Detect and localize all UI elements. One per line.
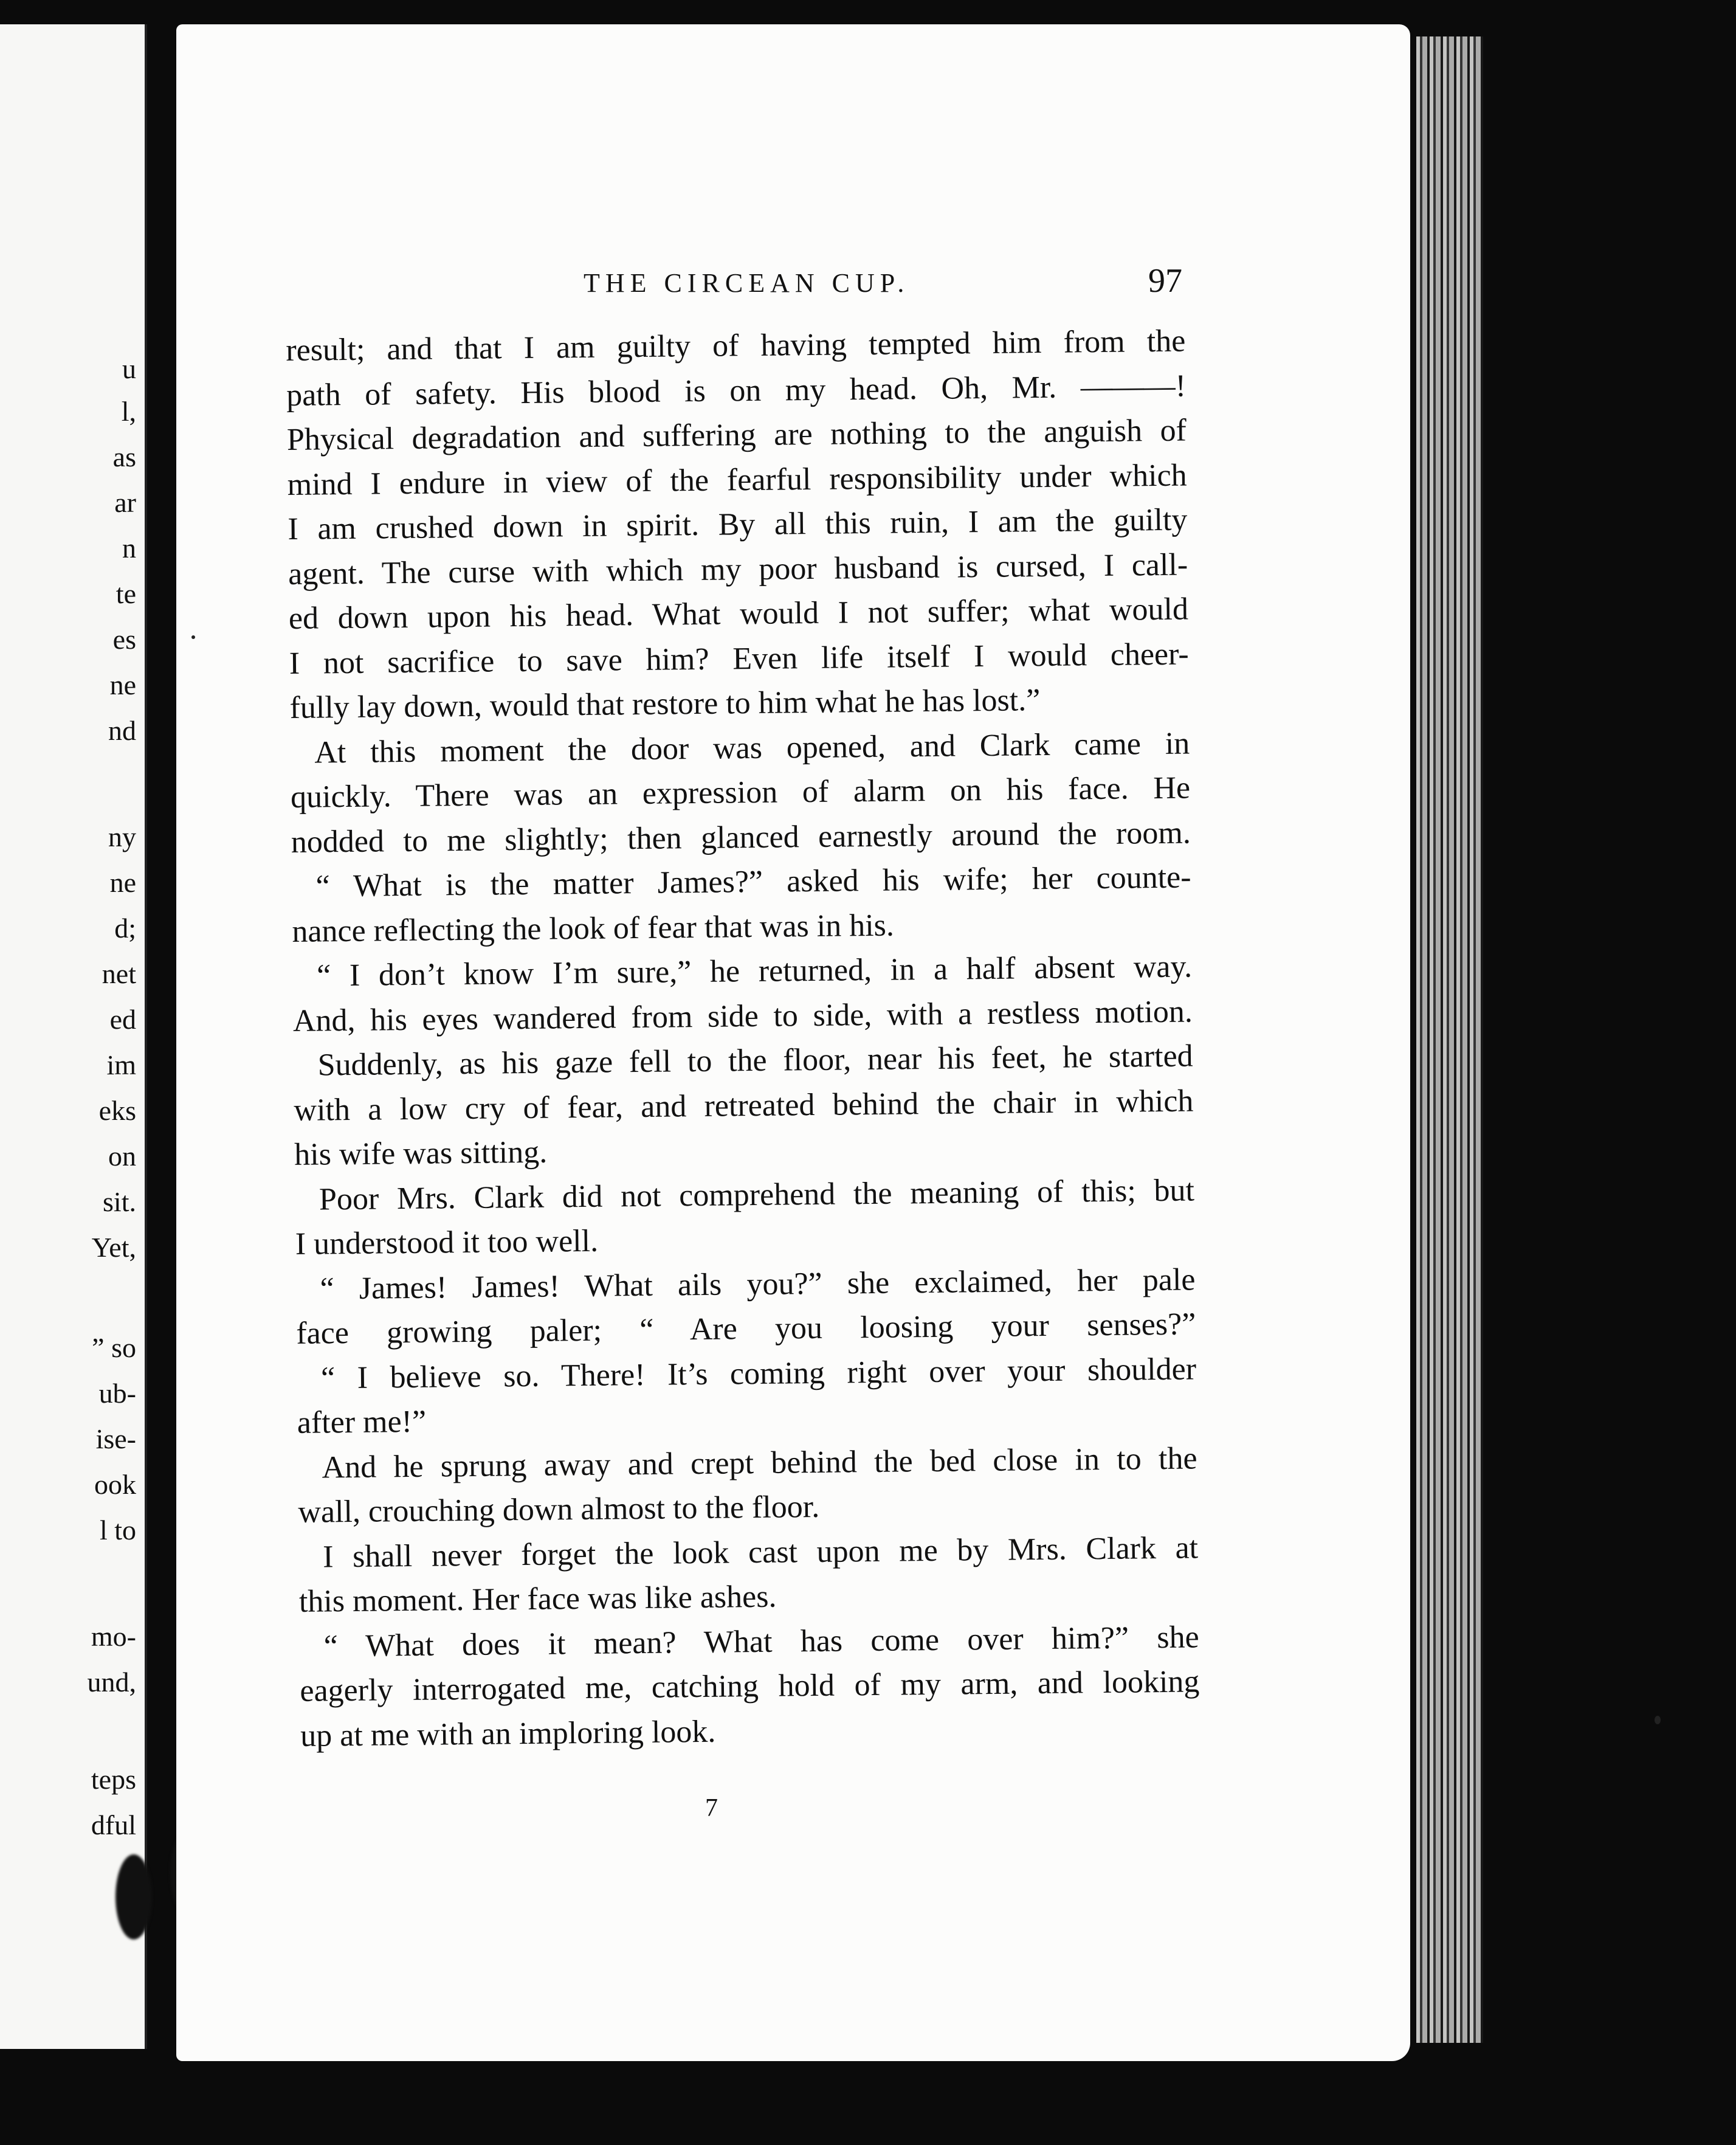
text-line: up at me with an imploring look. bbox=[300, 1714, 716, 1753]
left-page-fragment-line: net bbox=[102, 958, 136, 989]
text-line: nodded to me slightly; then glanced earnestly around the room. bbox=[291, 815, 1191, 860]
text-line: face growing paler; “ Are you loosing your senses?” bbox=[296, 1307, 1196, 1351]
left-page-fragment-line: dful bbox=[91, 1809, 136, 1840]
text-line: And, his eyes wandered from side to side, with a restless motion. bbox=[292, 993, 1193, 1038]
text-line: agent. The curse with which my poor husband is cursed, I call- bbox=[288, 547, 1188, 592]
text-line: “ What is the matter James?” asked his wife; her counte- bbox=[315, 860, 1191, 904]
left-page-fragment-line: sit. bbox=[103, 1186, 136, 1217]
left-page-fragment-line: ne bbox=[109, 669, 136, 700]
left-page-fragment-line: es bbox=[112, 624, 136, 655]
text-line: mind I endure in view of the fearful responsibility under which bbox=[287, 457, 1187, 502]
left-page-fragment-line: l to bbox=[99, 1515, 136, 1546]
left-page-fragment-line: ar bbox=[114, 487, 136, 518]
left-page-fragment-line: im bbox=[106, 1049, 136, 1080]
left-page-fragment-line: as bbox=[112, 441, 136, 472]
text-line: after me!” bbox=[297, 1404, 427, 1440]
left-page-fragment-line: u bbox=[122, 353, 136, 384]
left-page-fragment bbox=[0, 24, 147, 2049]
text-line: I understood it too well. bbox=[295, 1223, 599, 1262]
page-number: 97 bbox=[1148, 262, 1182, 300]
text-line: Physical degradation and suffering are nothing to the anguish of bbox=[286, 413, 1187, 457]
text-line: I not sacrifice to save him? Even life itself I would cheer- bbox=[289, 636, 1189, 681]
text-line: wall, crouching down almost to the floor. bbox=[298, 1489, 820, 1530]
text-line: I am crushed down in spirit. By all this ruin, I am the guilty bbox=[288, 502, 1188, 547]
text-line: Suddenly, as his gaze fell to the floor, near his feet, he started bbox=[317, 1038, 1193, 1083]
left-page-fragment-line: und, bbox=[87, 1667, 136, 1698]
left-page-fragment-line: ed bbox=[109, 1004, 136, 1035]
left-page-fragment-line: n bbox=[122, 533, 136, 564]
text-line: “ What does it mean? What has come over him?” she bbox=[323, 1619, 1199, 1663]
text-line: quickly. There was an expression of alarm on his face. He bbox=[290, 770, 1191, 815]
text-line: eagerly interrogated me, catching hold of my arm, and looking bbox=[300, 1664, 1200, 1708]
text-line: ed down upon his head. What would I not suffer; what would bbox=[288, 592, 1189, 636]
text-line: path of safety. His blood is on my head. Oh, Mr. ———! bbox=[286, 368, 1187, 413]
left-page-fragment-line: ne bbox=[109, 867, 136, 898]
page-edges bbox=[1416, 36, 1483, 2043]
left-page-fragment-line: ub- bbox=[98, 1378, 136, 1409]
text-line: And he sprung away and crept behind the bed close in to the bbox=[322, 1440, 1197, 1485]
text-line: nance reflecting the look of fear that was in his. bbox=[292, 908, 895, 949]
text-line: his wife was sitting. bbox=[294, 1135, 548, 1172]
signature-mark: 7 bbox=[705, 1794, 718, 1822]
text-line: this moment. Her face was like ashes. bbox=[298, 1579, 777, 1619]
left-page-fragment-line: d; bbox=[114, 913, 136, 944]
left-page-fragment-line: eks bbox=[98, 1095, 136, 1126]
left-page-fragment-line: ” so bbox=[92, 1332, 136, 1363]
dust-speck bbox=[191, 635, 195, 639]
left-page-fragment-line: ise- bbox=[95, 1423, 136, 1454]
left-page-fragment-line: nd bbox=[108, 715, 136, 746]
body-text bbox=[286, 319, 1200, 1758]
left-page-fragment-line: l, bbox=[121, 396, 136, 427]
text-line: I shall never forget the look cast upon me by Mrs. Clark at bbox=[322, 1530, 1199, 1574]
text-line: with a low cry of fear, and retreated behind the chair in which bbox=[294, 1083, 1194, 1128]
left-page-fragment-line: ny bbox=[108, 821, 136, 852]
left-page-fragment-line: te bbox=[115, 578, 136, 609]
text-line: Poor Mrs. Clark did not comprehend the meaning of this; but bbox=[319, 1172, 1195, 1217]
page-header bbox=[584, 261, 1191, 310]
text-line: At this moment the door was opened, and Clark came in bbox=[314, 725, 1190, 770]
text-line: fully lay down, would that restore to him what he has lost.” bbox=[289, 683, 1041, 725]
text-line: result; and that I am guilty of having tempted him from the bbox=[286, 323, 1186, 368]
ink-stain bbox=[115, 1854, 152, 1939]
left-page-fragment-line: teps bbox=[91, 1764, 136, 1795]
left-page-fragment-line: mo- bbox=[91, 1621, 136, 1652]
text-line: “ James! James! What ails you?” she exclaimed, her pale bbox=[320, 1262, 1196, 1306]
left-page-fragment-line: on bbox=[108, 1141, 136, 1172]
text-line: “ I believe so. There! It’s coming right over your shoulder bbox=[320, 1351, 1197, 1395]
running-head: THE CIRCEAN CUP. bbox=[584, 268, 910, 298]
left-page-fragment-line: Yet, bbox=[91, 1232, 136, 1263]
left-page-fragment-line: ook bbox=[94, 1469, 136, 1500]
text-line: “ I don’t know I’m sure,” he returned, in a half absent way. bbox=[316, 949, 1193, 993]
dust-speck bbox=[1655, 1716, 1661, 1724]
